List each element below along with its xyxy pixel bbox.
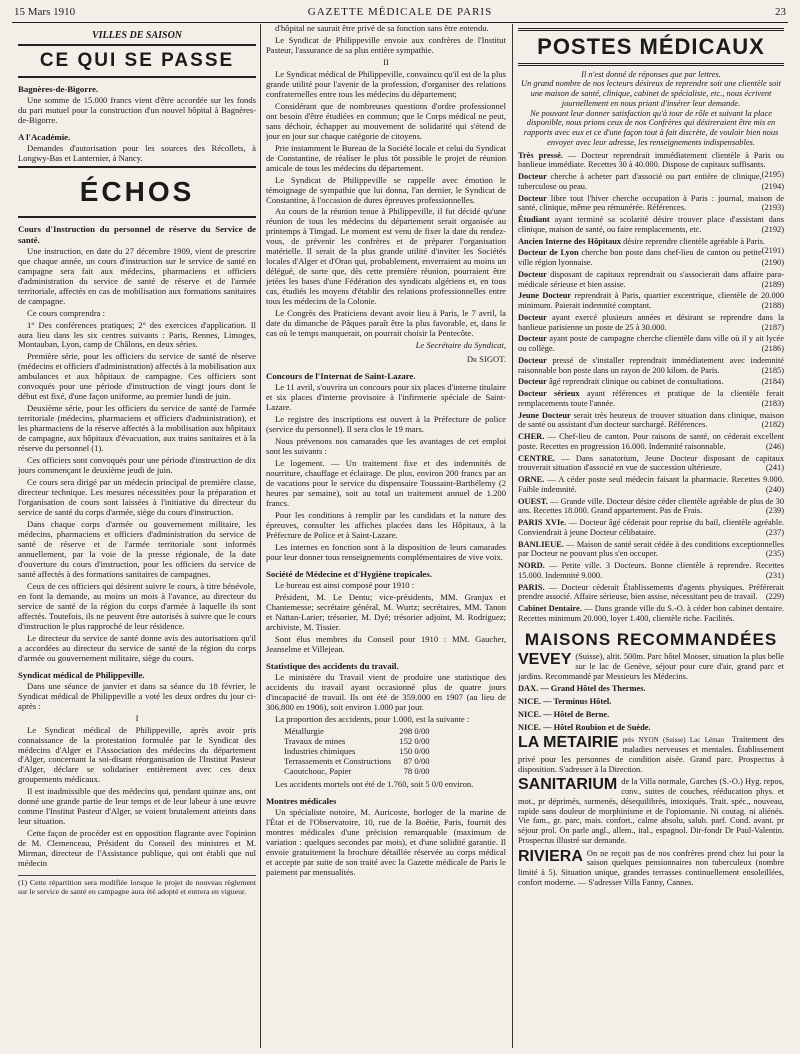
paragraph: Première série, pour les officiers du service de santé de réserve (médecins et officiers d'administration) affectés à la mobilisation aux ambulances et aux hôpitaux de campagne. Ces officiers sont convoqués pour une période d'instruction de vingt jours dont le début est fixé, d'une façon uniforme, au premier lundi de juin. (18, 351, 256, 402)
classified-ad (518, 172, 784, 192)
ad-text: — Chef-lieu de canton. Pour raisons de santé, on céderait excellent poste. Recettes en progression 16.000. Indemnité raisonnable. (518, 432, 784, 451)
accidents-table (280, 727, 434, 777)
classified-ad (518, 540, 784, 560)
ad-number: (2195) (761, 170, 784, 180)
classified-ad (518, 561, 784, 581)
nice-berne-ad: NICE. — Hôtel de Berne. (518, 709, 610, 719)
nice-terminus-ad: NICE. — Terminus Hôtel. (518, 697, 612, 707)
ad-text: serait très heureux de trouver situation dans clinique, maison de santé ou assistant d'un docteur surchargé. Références. (518, 410, 784, 430)
ad-number: (239) (765, 506, 784, 516)
issue-date: 15 Mars 1910 (14, 6, 76, 18)
academie-text: Demandes d'autorisation pour les sources des Récollets, à Longwy-Bas et Lanternier, à Nancy. (18, 142, 256, 163)
paragraph: Le ministère du Travail vient de produire une statistique des accidents du travail ayant occasionné plus de quatre jours d'incapacité de travail. Ils ont été de 359.000 en 1907 (au lieu de 306.800 en 1906), soit environ 1.000 par jour. (266, 671, 506, 712)
ad-number: (240) (765, 484, 784, 494)
ad-text: — Docteur âgé céderait pour reprise du bail, clientèle agréable. Conviendrait à jeune Docteur célibataire. (518, 518, 784, 537)
paragraph: Le Syndicat de Philippeville envoie aux confrères de l'Institut Pasteur, l'assurance de sa plus entière sympathie. (266, 34, 506, 55)
ad-heading: Docteur sérieux (518, 389, 580, 399)
ad-heading: CHER. (518, 432, 545, 442)
classified-ad (518, 334, 784, 354)
signature-name: Dr SIGOT. (466, 354, 506, 365)
classified-ad (518, 270, 784, 290)
ad-heading: OUEST. (518, 496, 548, 506)
ad-heading: Jeune Docteur (518, 291, 572, 301)
bagneres-heading: Bagnères-de-Bigorre. (18, 83, 99, 94)
ad-number: (2191) (761, 246, 784, 256)
ad-heading: Docteur (518, 377, 547, 387)
ad-number: (2188) (761, 301, 784, 311)
riviera-text: On ne reçoit pas de nos confrères prend chez lui pour la saison quelques pensionnaires non tuberculeux (nombre limité à 5). Situation unique, grandes terrasses continuellement ensoleillées, confort moderne. — S'adresser Villa Fanny, Cannes. (518, 848, 784, 887)
classified-ad (518, 377, 784, 387)
paragraph: Les internes en fonction sont à la disposition de leurs camarades pour leur donner tous renseignements complémentaires de vive voix. (266, 541, 506, 562)
roman-numeral: II (383, 56, 389, 67)
paragraph: Les accidents mortels ont été de 1.760, soit 5 0/0 environ. (275, 778, 474, 789)
ad-text: pressé de s'installer reprendrait immédiatement avec indemnité raisonnable bon poste dans un rayon de 200 kilom. de Paris. (518, 355, 784, 375)
ad-number: (231) (765, 570, 784, 580)
table-cell: 87 0/00 (403, 755, 430, 766)
ad-text: cherche bon poste dans chef-lieu de canton ou petite ville région lyonnaise. (518, 248, 762, 268)
classified-ad (518, 389, 784, 409)
ad-text: ayant terminé sa scolarité désire trouver place d'assistant dans clinique, maison de santé, ou faire remplacements, etc. (518, 215, 784, 234)
paragraph: d'hôpital ne saurait être privé de sa fonction sans être entendu. (275, 24, 489, 33)
ad-number: (235) (765, 549, 784, 559)
ad-heading: ORNE. (518, 475, 545, 485)
ad-text: reprendrait à Paris, quartier excentrique, clientèle de 20.000 minimum. Paierait indemnité comptant. (518, 291, 784, 311)
riviera-ad (518, 849, 784, 888)
ad-number: (2192) (761, 224, 784, 234)
ad-number: (2190) (761, 258, 784, 268)
ad-text: — A céder poste seul médecin faisant la pharmacie. Recettes 9.000. Faible indemnité. (518, 475, 784, 494)
ad-number: (2183) (761, 398, 784, 408)
ad-heading: Docteur (518, 312, 547, 322)
societe-heading: Société de Médecine et d'Hygiène tropicales. (266, 568, 432, 579)
academie-heading: A l'Académie. (18, 131, 71, 142)
paragraph: Le bureau est ainsi composé pour 1910 : (275, 579, 415, 590)
classified-ad (518, 583, 784, 603)
ad-number: (229) (765, 592, 784, 602)
classified-ad (518, 604, 784, 624)
sanitarium-ad (518, 777, 784, 845)
table-cell: 298 0/00 (399, 725, 430, 736)
paragraph: Dans une séance de janvier et dans sa séance du 18 février, le Syndicat médical de Philippeville a voté les deux ordres du jour ci-après : (18, 680, 256, 711)
paragraph: Une instruction, en date du 27 décembre 1909, vient de prescrire que chaque année, un cours d'instruction sur le service de santé en campagne sera fait aux médecins, pharmaciens et officiers d'administration du service de santé de réserve et de l'armée territoriale, affectés en cas de mobilisation aux formations sanitaires de campagne. (18, 245, 256, 306)
ad-number: (2182) (761, 420, 784, 430)
paragraph: Le Syndicat de Philippeville se rappelle avec émotion le témoignage de sympathie que lui donna, l'an dernier, le Syndicat de Constantine, à l'occasion de dures épreuves professionnelles. (266, 174, 506, 205)
classified-ad (518, 313, 784, 333)
ad-text: cherche à acheter part d'associé ou part entière de clinique, tuberculose ou peau. (518, 172, 762, 191)
paragraph: Nous prévenons nos camarades que les avantages de cet emploi sont les suivants : (266, 436, 506, 457)
column-rule-1 (260, 24, 261, 1048)
echos-banner: ÉCHOS (18, 166, 256, 218)
ad-text: — Dans grande ville du S.-O. à céder bon cabinet dentaire. Recettes minimum 20.000, loyer 1.400, clientèle riche. Facilités. (518, 604, 784, 623)
ad-heading: PARIS XVIe. (518, 518, 567, 528)
column-1 (18, 24, 256, 1050)
paragraph: Au cours de la réunion tenue à Philippeville, il fut décidé qu'une réunion de tous les médecins du département serait organisée au printemps à Timgad. Le moment est venu de fixer la date du rendez-vous, de prévenir les confrères et de préparer l'organisation matérielle. Il serait de la plus grande utilité d'inviter les Sociétés locales d'Alger et d'Oran qui, probablement, enverraient au moins un délégué, de sorte que, dès cette première réunion, pourraient être jetées les bases d'une Fédération des syndicats algériens et, en tous cas, étudiés les moyens d'établir des relations professionnelles entre tous les médecins de la Colonie. (266, 206, 506, 307)
vevey-text: (Suisse), altit. 500m. Parc hôtel Mooser, situation la plus belle sur le lac de Genève, séjour pour cure d'air, grand parc et jardins. Recommandé par Messieurs les Médecins. (518, 652, 784, 681)
ad-heading: Jeune Docteur (518, 410, 571, 420)
villes-de-saison-title: VILLES DE SAISON (91, 30, 183, 41)
ad-text: disposant de capitaux reprendrait ou s'associerait dans affaire para-médicale sérieuse et bien assise. (518, 269, 784, 289)
concours-heading: Concours de l'Internat de Saint-Lazare. (266, 371, 416, 381)
sanitarium-brand: SANITARIUM (518, 777, 618, 794)
classified-ad (518, 248, 784, 268)
maisons-recommandees-title: MAISONS RECOMMANDÉES (524, 629, 778, 649)
classified-ad (518, 454, 784, 474)
metairie-sub: près NYON (Suisse) Lac Léman (622, 736, 725, 745)
paragraph: Pour les conditions à remplir par les candidats et la nature des épreuves, consulter les affiches placées dans les Hôpitaux, à la Préfecture de Police et à Saint-Lazare. (266, 509, 506, 540)
ad-number: (246) (765, 441, 784, 451)
paragraph: Il est inadmissible que des médecins qui, pendant quinze ans, ont donné une grande partie de leur temps et de leur labeur à une œuvre comme l'Institut Pasteur d'Alger, se voient brutalement atteints dans leur situation. (18, 786, 256, 827)
journal-title: GAZETTE MÉDICALE DE PARIS (307, 6, 493, 18)
classified-ad (518, 356, 784, 376)
ad-heading: CENTRE. (518, 453, 555, 463)
paragraph: Considérant que de nombreuses questions d'ordre professionnel ont besoin d'être étudiées en commun; que le Corps médical ne peut, sans déchoir, échapper au mouvement de solidarité qui s'étend de jour en jour sur chaque catégorie de citoyens. (266, 100, 506, 141)
ad-number: (2194) (761, 181, 784, 191)
ad-heading: Très pressé. (518, 150, 563, 160)
paragraph: Ce cours sera dirigé par un médecin principal de première classe, directeur technique. Les mesures nécessitées pour la préparation et l'organisation de cours sont laissées à l'initiative du directeur du service de santé du corps d'armée, siège du cours d'instruction. (18, 477, 256, 517)
ad-text: — Docteur céderait Établissements d'agents physiques. Préférerait prendre associé. Affaire sérieuse, bien assise, nécessitant peu de travail. (518, 582, 784, 602)
vevey-ad (518, 652, 784, 681)
classified-ads (518, 151, 784, 624)
column-2 (266, 24, 506, 1050)
paragraph: Cette façon de procéder est en opposition flagrante avec l'opinion de M. Clemenceau, Président du Conseil des ministres et M. Mirman, directeur de l'Assistance publique, qui ont établi que nul médecin (18, 828, 256, 869)
ad-heading: Étudiant (518, 215, 550, 225)
column-rule-2 (512, 24, 513, 1048)
ad-number: (2187) (761, 322, 784, 332)
table-cell: 78 0/00 (403, 765, 430, 776)
paragraph: Sont élus membres du Conseil pour 1910 : MM. Gaucher, Jeanselme et Villejean. (266, 633, 506, 654)
paragraph: Le 11 avril, s'ouvrira un concours pour six places d'interne titulaire et six places d'interne provisoire à l'infirmerie spéciale de Saint-Lazare. (266, 382, 506, 413)
ce-qui-se-passe-banner: CE QUI SE PASSE (18, 44, 256, 78)
ad-heading: NORD. (518, 561, 545, 571)
page-number: 23 (775, 6, 786, 18)
table-row (280, 767, 434, 777)
ad-number: (2185) (761, 365, 784, 375)
paragraph: Ceux de ces officiers qui désirent suivre le cours, à titre bénévole, en font la demande, au moins un mois à l'avance, au directeur du service de santé de la région du corps d'armée à laquelle ils sont affectés. Toutefois, ils ne peuvent être autorisés à suivre que le cours d'instruction le plus rapproché de leur résidence. (18, 580, 256, 631)
ad-heading: Cabinet Dentaire. (518, 604, 582, 614)
ad-text: ayant poste de campagne cherche clientèle dans ville où il y ait lycée ou collège. (518, 334, 784, 354)
paragraph: Ces officiers sont convoqués pour une période d'instruction de dix jours commençant le deuxième jeudi de juin. (18, 455, 256, 476)
ad-heading: Docteur (518, 193, 547, 203)
sanitarium-text: de la Villa normale, Garches (S.-O.) Hyg. repos, conv., suites de couches, rééducation phys. et mot., pr déprimés, surmenés, désequilibrés, intoxiqués. Trait. spéc., nouveau, rapide sans douleur de morphinisme et de l'opiomanie. Ni coutag. ni aliénés. Vie fam., gr. parc, mais. confort., calme absolu, salub. parf. Cond. avant. pr séjour prol. On parle angl., allem., ital., espagnol. Dir-fondr Dr Paul-Valentin. Prospectus illustré sur demande. (518, 777, 784, 845)
table-cell: 150 0/00 (399, 745, 430, 756)
table-cell: Terrassements et Constructions (284, 755, 392, 766)
cours-heading: Cours d'Instruction du personnel de réserve du Service de santé. (18, 224, 256, 245)
ad-number: (237) (765, 527, 784, 537)
ad-text: — Docteur reprendrait immédiatement clientèle à Paris ou banlieue immédiate. Recettes 30 à 40.000. Dispose de capitaux suffisants. (518, 150, 784, 170)
footnote: (1) Cette répartition sera modifiée lorsque le projet de nouveau règlement sur le service de santé en campagne aura été adopté et entrera en vigueur. (18, 875, 256, 896)
classified-ad (518, 475, 784, 495)
postes-notice: Ne pouvant leur donner satisfaction qu'à tour de rôle et suivant la place disponible, nous prions ceux de nos Confrères qui désireraient être mis en rapports avec eux et ce d'une façon tout à fait discrète, de vouloir bien nous envoyer avec leur adresse, les renseignements indispensables. (523, 108, 779, 147)
postes-notice: Un grand nombre de nos lecteurs désireux de reprendre soit une clientèle soit une maison de santé, clinique, cabinet de spécialiste, etc., nous écrivent journellement en nous priant d'insérer leur demande. (521, 79, 781, 108)
metairie-text: Traitement des maladies nerveuses et mentales. Établissement privé pour les personnes de condition aisée. Grand parc. Prospectus à disposition. S'adresser à la Direction. (518, 735, 784, 774)
classified-ad (518, 194, 784, 214)
table-cell: Caoutchouc, Papier (284, 765, 352, 776)
paragraph: Le Syndicat médical de Philippeville, après avoir pris connaissance de la protestation formulée par le Syndicat des médecins d'Alger et l'Association des médecins du département d'Alger, concernant la soi-disant réorganisation de l'Institut Pasteur d'Alger, déclare se solidariser entièrement avec ces deux groupements médicaux. (18, 724, 256, 785)
riviera-brand: RIVIERA (518, 848, 583, 865)
bagneres-text: Une somme de 15.000 francs vient d'être accordée sur les fonds du pari mutuel pour la construction d'un nouvel hôpital à Bagnères-de-Bigorre. (18, 94, 256, 125)
paragraph: Le directeur du service de santé donne avis des autorisations qu'il a accordées au directeur du service de santé de la région du corps d'armée ou gouvernement militaire, siège du cours. (18, 632, 256, 663)
metairie-ad (518, 735, 784, 774)
paragraph: Le registre des inscriptions est ouvert à la Préfecture de police (service du personnel). Il sera clos le 19 mars. (266, 414, 506, 435)
dax-ad: DAX. — Grand Hôtel des Thermes. (518, 684, 646, 694)
classified-ad (518, 432, 784, 452)
running-header (14, 6, 786, 20)
classified-ad (518, 411, 784, 431)
paragraph: Le Syndicat médical de Philippeville, convaincu qu'il est de la plus grande utilité pour l'avenir de la profession, d'organiser des relations confraternelles entre tous les médecins du département; (266, 68, 506, 99)
ad-heading: BANLIEUE. (518, 539, 564, 549)
ad-text: — Grande ville. Docteur désire céder clientèle agréable de plus de 30 ans. Recettes 18.000. Grand appartement. Pas de Frais. (518, 496, 784, 516)
paragraph: La proportion des accidents, pour 1.000, est la suivante : (275, 713, 470, 724)
ad-heading: Docteur (518, 334, 547, 344)
table-cell: Travaux de mines (284, 735, 346, 746)
ad-text: ayant références et pratique de la clientèle ferait remplacements toute l'année. (518, 389, 784, 408)
montres-heading: Montres médicales (266, 795, 337, 806)
paragraph: Ce cours comprendra : (27, 307, 106, 318)
classified-ad (518, 291, 784, 311)
header-rule (12, 22, 788, 23)
ad-text: désire reprendre clientèle agréable à Paris. (623, 236, 766, 246)
ad-heading: Docteur (518, 172, 547, 182)
postes-medicaux-title: POSTES MÉDICAUX (518, 28, 784, 66)
ad-number: (2189) (761, 279, 784, 289)
ad-number: (2193) (761, 203, 784, 213)
table-cell: Industries chimiques (284, 745, 356, 756)
classified-ad (518, 215, 784, 235)
vevey-brand: VEVEY (518, 652, 572, 669)
paragraph: Dans chaque corps d'armée ou gouvernement militaire, les médecins, pharmaciens et officiers d'administration du service de santé de réserve et de l'armée territoriale sont informés annuellement, par la voie de la presse régionale, de la date d'ouverture du cours d'instruction, pour les officiers du service de santé affectés à des formations sanitaires de campagnes. (18, 518, 256, 579)
ad-number: (241) (765, 463, 784, 473)
ad-number: (2186) (761, 344, 784, 354)
paragraph: Le logement. — Un traitement fixe et des indemnités de nourriture, chauffage et éclairage. De plus, environ 200 francs par an de vacations pour le service du dispensaire Toussaint-Barthélemy (2 heures par semaine), soit au total un traitement annuel de 1.200 francs. (266, 457, 506, 508)
ad-heading: Ancien Interne des Hôpitaux (518, 236, 622, 246)
ad-number: (2184) (761, 377, 784, 387)
table-cell: Métallurgie (284, 725, 324, 736)
table-cell: 152 0/00 (399, 735, 430, 746)
nice-roubion-ad: NICE. — Hôtel Roubion et de Suède. (518, 722, 651, 732)
classified-ad (518, 497, 784, 517)
ad-text: — Petite ville. 3 Docteurs. Bonne clientèle à reprendre. Recettes 15.000. Indemnité 9.000. (518, 561, 784, 580)
signature-title: Le Secrétaire du Syndicat, (415, 340, 506, 351)
paragraph: Un spécialiste notoire, M. Auricoste, horloger de la marine de l'État et de l'Observatoire, 10, rue de la Boétie, Paris, fournit des montres médicales d'une précision remarquable (maximum de variation : quelques secondes par mois), et d'une solidité garantie. Il envoie gratuitement la brochure détaillée réservée au corps médical et accepte par suite de son traité avec la Gazette médicale de Paris le paiement par mensualités. (266, 806, 506, 877)
classified-ad (518, 150, 784, 180)
syndicat-heading: Syndicat médical de Philippeville. (18, 669, 145, 680)
column-3 (518, 24, 784, 1050)
statistique-heading: Statistique des accidents du travail. (266, 660, 399, 671)
ad-heading: Docteur (518, 269, 547, 279)
ad-text: âgé reprendrait clinique ou cabinet de consultations. (548, 377, 724, 387)
postes-notice: Il n'est donné de réponses que par lettres. (581, 69, 721, 79)
metairie-brand: LA MÉTAIRIE (518, 735, 619, 752)
paragraph: Prie instamment le Bureau de la Société locale et celui du Syndicat de Constantine, de réaliser le plus tôt possible le projet de réunion amicale de tous les médecins du département. (266, 142, 506, 173)
paragraph: 1° Des conférences pratiques; 2° des exercices d'application. Il aura lieu dans les six centres suivants : Paris, Rennes, Limoges, Montauban, Lyon, camp de Châlons, en deux séries. (18, 319, 256, 350)
ad-heading: Docteur de Lyon (518, 248, 579, 258)
classified-ad (518, 518, 784, 538)
ad-heading: Docteur (518, 355, 547, 365)
paragraph: Deuxième série, pour les officiers du service de santé de l'armée territoriale (médecins, pharmaciens et officiers d'administration), et les pharmaciens de la réserve affectés à la mobilisation aux hôpitaux de campagne, aux hôpitaux d'évacuation, aux trains sanitaires et à la réserve du personnel (1). (18, 403, 256, 454)
paragraph: Président, M. Le Dentu; vice-présidents, MM. Granjux et Chantemesse; secrétaire général, M. Wurtz; secrétaires, MM. Tanon et Nattan-Larier; trésorier, M. Dyé; trésorier adjoint, M. Rodriguez; archiviste, M. Tissier. (266, 591, 506, 632)
paragraph: Le Congrès des Praticiens devant avoir lieu à Paris, le 7 avril, la date du dimanche de Pâques paraît être la plus favorable, et, dans le cas où le temps manquerait, on pourrait choisir la Pentecôte. (266, 308, 506, 339)
ad-text: — Dans sanatorium, Jeune Docteur disposant de capitaux trouverait situation d'associé en vue de succession ultérieure. (518, 453, 784, 473)
ad-heading: PARIS. (518, 582, 545, 592)
roman-numeral: I (135, 712, 139, 723)
ad-text: libre tout l'hiver cherche occupation à Paris : journal, maison de santé, clinique, même peu rémunérée. Références. (518, 193, 784, 213)
ad-text: — Maison de santé serait cédée à des conditions exceptionnelles par Docteur ne pouvant plus s'en occuper. (518, 539, 784, 559)
ad-text: ayant exercé plusieurs années et désirant se reprendre dans la banlieue parisienne un poste de 25 à 30.000. (518, 312, 784, 332)
